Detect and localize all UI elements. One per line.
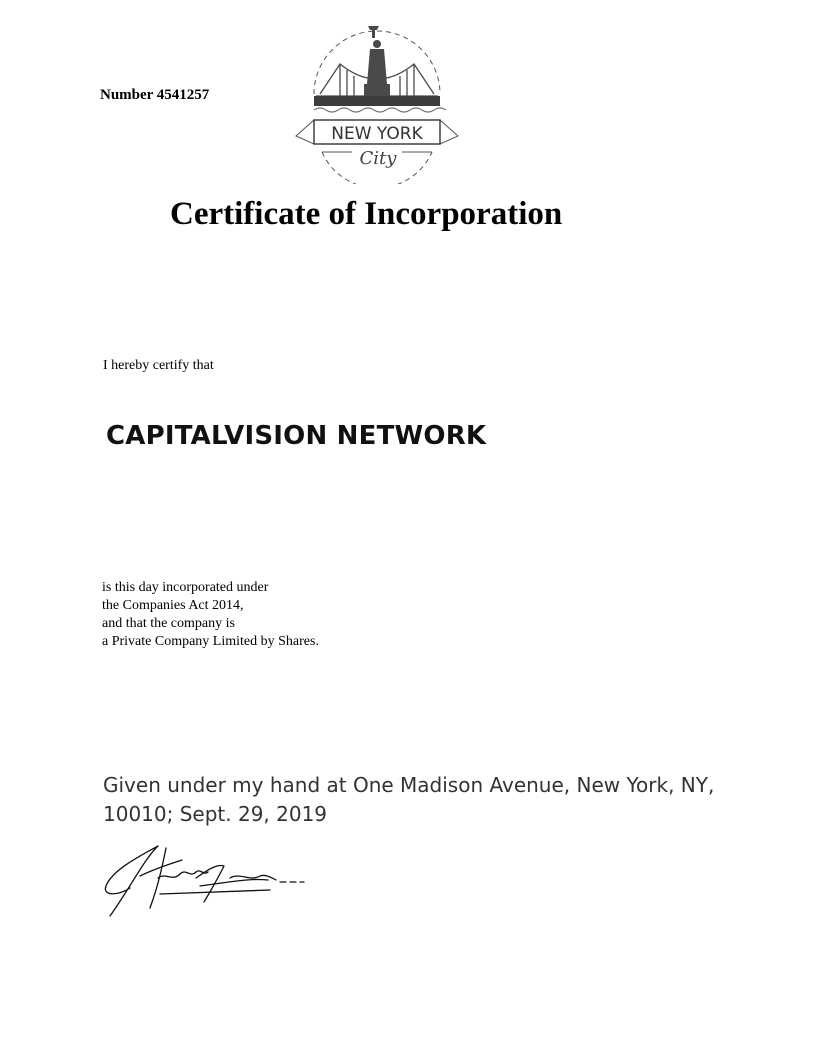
company-name: CAPITALVISION NETWORK xyxy=(106,421,487,451)
given-line: 10010; Sept. 29, 2019 xyxy=(103,802,328,826)
certificate-title: Certificate of Incorporation xyxy=(170,196,563,232)
new-york-city-seal-logo xyxy=(292,24,462,184)
certificate-number: Number 4541257 xyxy=(100,87,210,103)
statement-line: and that the company is xyxy=(102,616,235,631)
signature-icon xyxy=(100,838,310,920)
statement-line: a Private Company Limited by Shares. xyxy=(102,634,319,649)
statement-line: is this day incorporated under xyxy=(102,580,269,595)
certify-intro: I hereby certify that xyxy=(103,358,214,373)
incorporation-statement xyxy=(102,579,319,651)
seal-text-city: City xyxy=(359,148,397,169)
given-line: Given under my hand at One Madison Avenue, New York, NY, xyxy=(103,773,715,797)
statue-of-liberty-icon xyxy=(364,26,390,98)
statement-line: the Companies Act 2014, xyxy=(102,598,244,613)
seal-text-new-york: NEW YORK xyxy=(331,124,423,144)
given-under-hand-statement xyxy=(103,771,723,829)
